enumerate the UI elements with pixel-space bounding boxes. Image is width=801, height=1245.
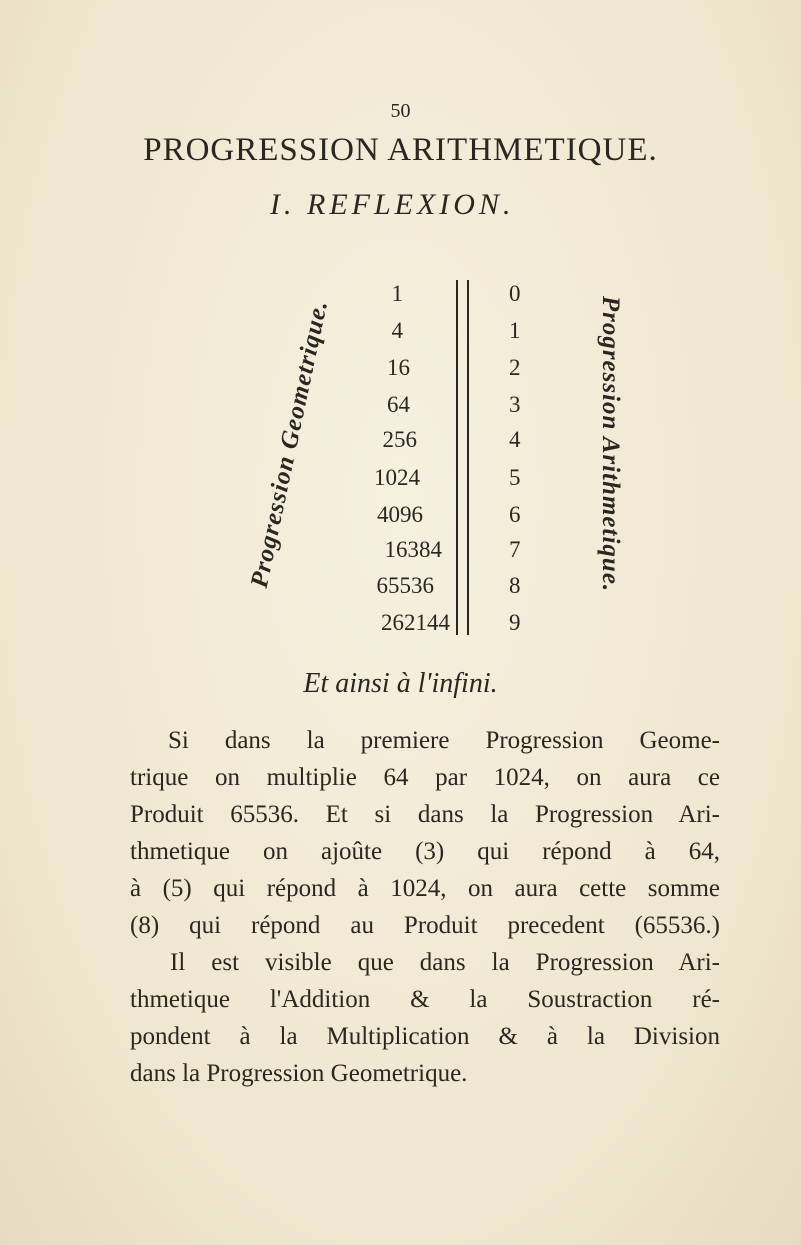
arithmetic-term: 1	[509, 318, 521, 343]
arithmetic-term: 7	[509, 537, 521, 562]
geometric-term: 65536	[376, 573, 434, 598]
geometric-label: Progression Geometrique.	[245, 297, 334, 591]
paragraph-line: thmetique on ajoûte (3) qui répond à 64,	[130, 838, 720, 865]
arithmetic-term: 3	[509, 392, 521, 417]
arithmetic-term: 8	[509, 573, 521, 598]
arithmetic-term: 2	[509, 355, 521, 380]
geometric-term: 4	[391, 318, 403, 343]
arithmetic-label: Progression Arithmetique.	[597, 295, 624, 593]
geometric-column	[245, 270, 457, 650]
geometric-term: 1024	[374, 465, 420, 490]
paragraph-line: dans la Progression Geometrique.	[130, 1060, 468, 1087]
paragraph-line: Produit 65536. Et si dans la Progression Ari-	[130, 801, 720, 828]
arithmetic-term: 6	[509, 502, 521, 527]
geometric-term: 64	[387, 392, 410, 417]
page-title: PROGRESSION ARITHMETIQUE.	[143, 132, 658, 168]
geometric-term: 256	[382, 427, 417, 452]
geometric-term: 16	[387, 355, 410, 380]
arithmetic-column	[469, 270, 539, 650]
paragraph-line: à (5) qui répond à 1024, on aura cette somme	[130, 875, 720, 902]
paragraph	[130, 722, 720, 1092]
paragraph-line: thmetique l'Addition & la Soustraction ré-	[130, 986, 720, 1013]
section-heading: I. REFLEXION.	[270, 188, 515, 221]
arithmetic-term: 9	[509, 610, 521, 635]
geometric-term: 4096	[377, 502, 423, 527]
progression-table	[245, 270, 640, 650]
geometric-term: 262144	[381, 610, 450, 635]
arithmetic-term: 5	[509, 465, 521, 490]
paragraph-line: trique on multiplie 64 par 1024, on aura ce	[130, 764, 720, 791]
paragraph-line: pondent à la Multiplication & à la Division	[130, 1023, 720, 1050]
column-divider-left	[456, 280, 458, 635]
geometric-term: 1	[391, 281, 403, 306]
arithmetic-term: 0	[509, 281, 521, 306]
arithmetic-term: 4	[509, 427, 521, 452]
geometric-term: 16384	[384, 537, 442, 562]
paragraph-line: Si dans la premiere Progression Geome-	[168, 727, 720, 754]
paragraph-line: Il est visible que dans la Progression Ari-	[170, 949, 720, 976]
page-number: 50	[390, 100, 411, 122]
closing-phrase: Et ainsi à l'infini.	[303, 668, 498, 699]
paragraph-line: (8) qui répond au Produit precedent (65536.)	[130, 912, 720, 939]
